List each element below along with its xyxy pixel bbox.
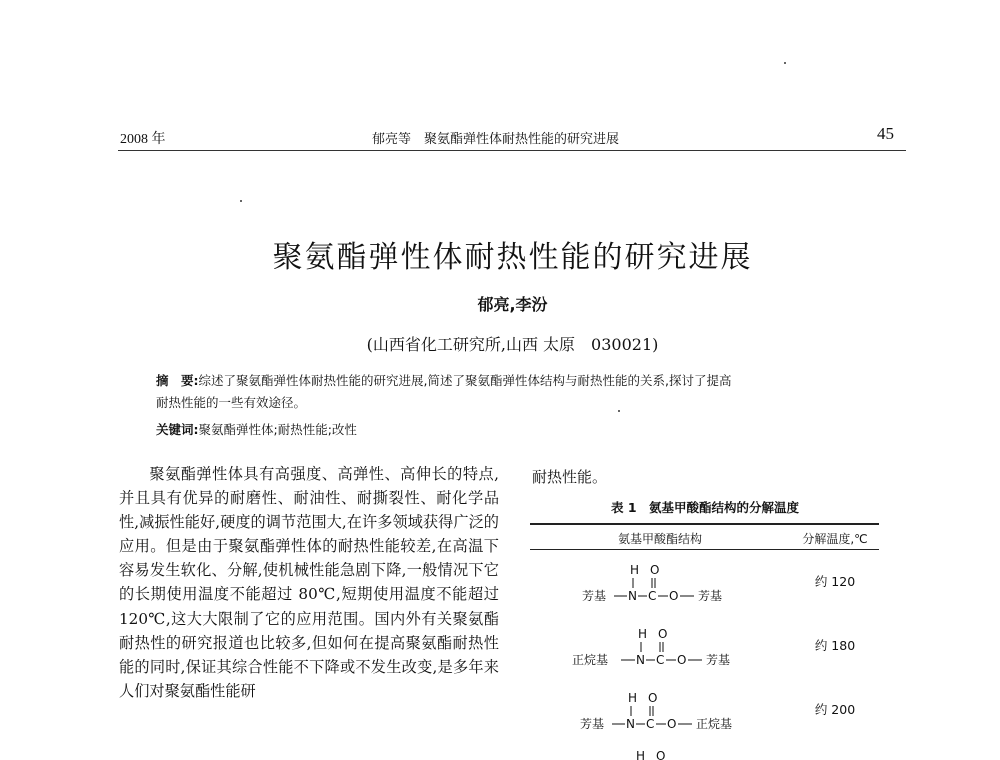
atom-o: O bbox=[658, 627, 668, 641]
atom-n: N bbox=[636, 653, 645, 667]
atom-c: C bbox=[646, 717, 655, 731]
header-year: 2008 年 bbox=[120, 132, 166, 147]
abstract-text-line2: 耐热性能的一些有效途径。 bbox=[156, 395, 307, 410]
right-group: 正烷基 bbox=[696, 717, 733, 731]
atom-h: H bbox=[638, 627, 648, 641]
body-paragraph: 聚氨酯弹性体具有高强度、高弹性、高伸长的特点,并且具有优异的耐磨性、耐油性、耐撕裂性、耐化学品性,减振性能好,硬度的调节范围大,在许多领域获得广泛的应用。但是由于聚氨酯弹性体的耐热性能较差,在高温下容易发生软化、分解,使机械性能急剧下降,一般情况下它的长期使用温度不能超过 80℃,短期使用温度不能超过120℃,这大大限制了它的应用范围。国内外有关聚氨酯耐热性的研究报道也比较多,但如何在提高聚氨酯耐热性能的同时,保证其综合性能不下降或不发生改变,是多年来人们对聚氨酯性能研 bbox=[119, 465, 499, 700]
atom-o-chain: O bbox=[667, 717, 677, 731]
left-group: 芳基 bbox=[580, 717, 605, 731]
table-row-temperature: 约 120 bbox=[814, 574, 856, 589]
table-caption: 表 1 氨基甲酸酯结构的分解温度 bbox=[610, 500, 800, 515]
table-row-temperature: 约 200 bbox=[814, 702, 856, 717]
atom-n: N bbox=[626, 717, 635, 731]
table-header-temperature: 分解温度,℃ bbox=[802, 532, 868, 546]
table-row-structure-partial bbox=[570, 748, 780, 760]
atom-o: O bbox=[648, 691, 658, 705]
body-right-continuation: 耐热性能。 bbox=[532, 468, 608, 486]
atom-h: H bbox=[636, 749, 646, 760]
body-left-column bbox=[119, 462, 499, 703]
article-affiliation: (山西省化工研究所,山西 太原 030021) bbox=[366, 335, 659, 354]
right-group: 芳基 bbox=[698, 589, 723, 603]
table-row-structure bbox=[570, 690, 780, 740]
right-group: 芳基 bbox=[706, 653, 731, 667]
article-title: 聚氨酯弹性体耐热性能的研究进展 bbox=[272, 240, 753, 275]
atom-n: N bbox=[628, 589, 637, 603]
page-number: 45 bbox=[877, 124, 894, 143]
abstract-label: 摘 要: bbox=[156, 373, 199, 388]
atom-c: C bbox=[648, 589, 657, 603]
table-top-rule bbox=[530, 523, 879, 525]
article-authors: 郁亮,李汾 bbox=[477, 295, 548, 314]
keywords bbox=[156, 420, 876, 438]
atom-c: C bbox=[656, 653, 665, 667]
atom-o: O bbox=[656, 749, 666, 760]
table-row-structure bbox=[570, 626, 780, 676]
abstract bbox=[156, 370, 876, 414]
keywords-label: 关键词: bbox=[156, 422, 199, 437]
atom-h: H bbox=[630, 563, 640, 577]
table-row-structure bbox=[570, 562, 780, 612]
atom-o: O bbox=[650, 563, 660, 577]
header-rule bbox=[118, 150, 906, 151]
left-group: 正烷基 bbox=[572, 653, 609, 667]
keywords-text: 聚氨酯弹性体;耐热性能;改性 bbox=[198, 422, 357, 437]
atom-o-chain: O bbox=[677, 653, 687, 667]
atom-o-chain: O bbox=[669, 589, 679, 603]
atom-h: H bbox=[628, 691, 638, 705]
table-row-temperature: 约 180 bbox=[814, 638, 856, 653]
abstract-text-line1: 综述了聚氨酯弹性体耐热性能的研究进展,简述了聚氨酯弹性体结构与耐热性能的关系,探讨了提高 bbox=[198, 373, 732, 388]
table-header-structure: 氨基甲酸酯结构 bbox=[617, 532, 702, 546]
left-group: 芳基 bbox=[582, 589, 607, 603]
table-header-rule bbox=[530, 549, 879, 550]
header-running-title: 郁亮等 聚氨酯弹性体耐热性能的研究进展 bbox=[372, 132, 620, 147]
